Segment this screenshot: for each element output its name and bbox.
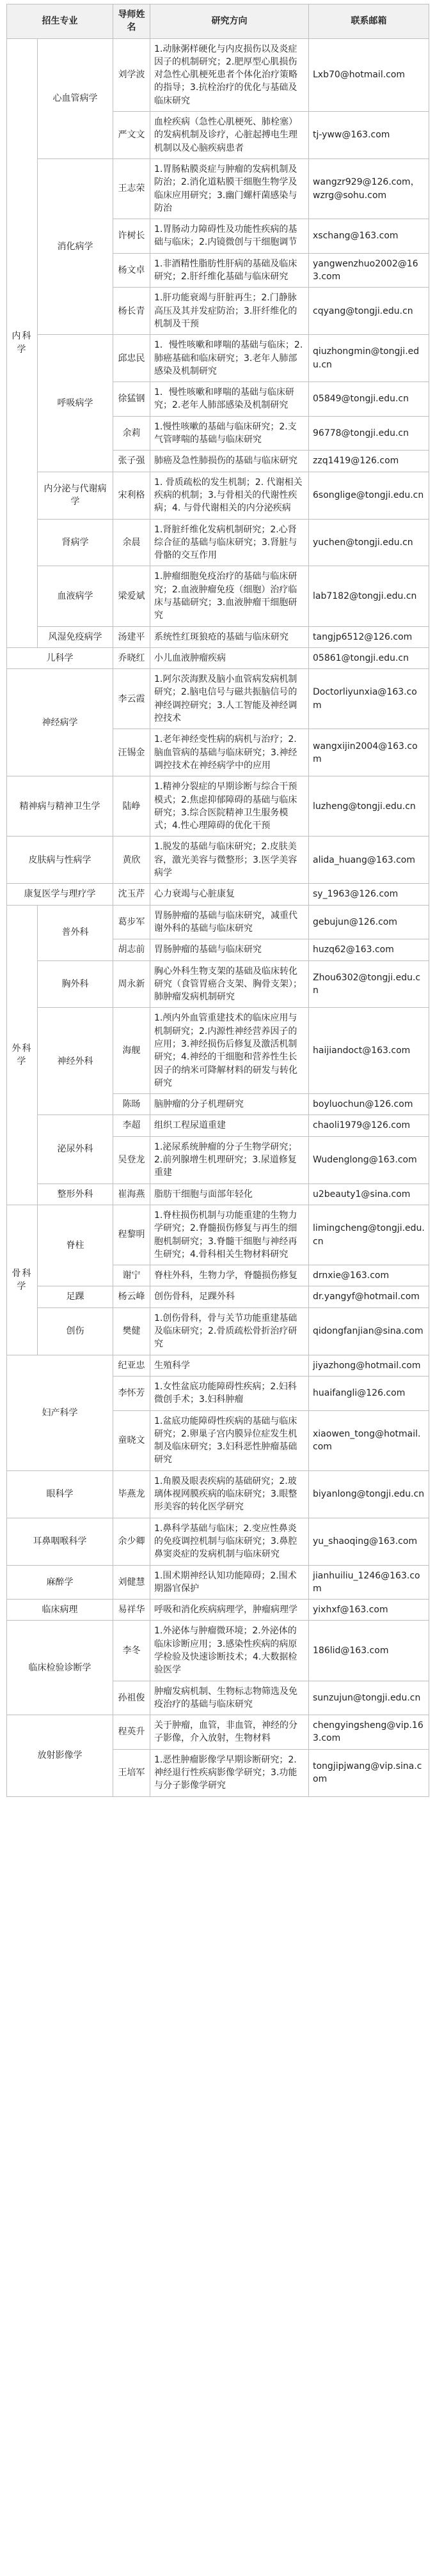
research-direction: 1.创伤骨科，骨与关节功能重建基础及临床研究；2.骨质疏松骨折治疗研究 [150, 1307, 309, 1355]
contact-email: limingcheng@tongji.edu.cn [309, 1205, 429, 1265]
table-row [7, 1518, 429, 1565]
tutor-name: 易祥华 [113, 1600, 150, 1621]
major-name: 精神病与精神卫生学 [7, 776, 113, 837]
contact-email: yuchen@tongji.edu.cn [309, 519, 429, 566]
table-row [7, 1205, 429, 1265]
tutor-name: 王培军 [113, 1749, 150, 1796]
research-direction: 1．慢性咳嗽和哮喘的基础与临床研究；2.老年人肺部感染及机制研究 [150, 382, 309, 417]
contact-email: zzq1419@126.com [309, 451, 429, 472]
research-direction: 1.阿尔茨海默及脑小血管病发病机制研究；2.脑电信号与磁共振脑信号的神经调控研究；3.人工智能及神经调控技术 [150, 669, 309, 729]
contact-email: xiaowen_tong@hotmail.com [309, 1410, 429, 1470]
contact-email: gebujun@126.com [309, 905, 429, 939]
table-row [7, 1184, 429, 1205]
research-direction: 1.恶性肿瘤影像学早期诊断研究；2.神经退行性疾病影像学研究；3.功能与分子影像学研究 [150, 1749, 309, 1796]
tutor-name: 宋利格 [113, 472, 150, 519]
major-name: 神经外科 [38, 1008, 113, 1115]
contact-email: 96778@tongji.edu.cn [309, 416, 429, 451]
research-direction: 组织工程尿道重建 [150, 1115, 309, 1136]
contact-email: boyluochun@126.com [309, 1094, 429, 1115]
table-row [7, 1008, 429, 1094]
research-direction: 1.围术期神经认知功能障碍；2.围术期器官保护 [150, 1565, 309, 1600]
tutor-name: 李冬 [113, 1621, 150, 1681]
contact-email: biyanlong@tongji.edu.cn [309, 1470, 429, 1518]
table-row [7, 1565, 429, 1600]
tutor-name: 程英升 [113, 1715, 150, 1750]
tutor-name: 谢宁 [113, 1265, 150, 1286]
tutor-name: 葛步军 [113, 905, 150, 939]
tutor-name: 余少卿 [113, 1518, 150, 1565]
research-direction: 生殖科学 [150, 1355, 309, 1376]
contact-email: huaifangli@126.com [309, 1376, 429, 1410]
tutor-name: 杨长青 [113, 288, 150, 335]
contact-email: chengyingsheng@vip.163.com [309, 1715, 429, 1750]
tutor-name: 乔晓红 [113, 647, 150, 668]
contact-email: wangzr929@126.com，wzrg@sohu.com [309, 158, 429, 219]
research-direction: 小儿血液肿瘤疾病 [150, 647, 309, 668]
table-row [7, 38, 429, 111]
major-name: 康复医学与理疗学 [7, 884, 113, 905]
contact-email: Zhou6302@tongji.edu.cn [309, 960, 429, 1008]
research-direction: 脊柱外科，生物力学，脊髓损伤修复 [150, 1265, 309, 1286]
research-direction: 肺癌及急性肺损伤的基础与临床研究 [150, 451, 309, 472]
tutor-name: 陈旸 [113, 1094, 150, 1115]
tutor-name: 刘学波 [113, 38, 150, 111]
table-row [7, 669, 429, 729]
contact-email: cqyang@tongji.edu.cn [309, 288, 429, 335]
research-direction: 1.脱发的基础与临床研究；2.皮肤美容，激光美容与微整形；3.医学美容病学 [150, 837, 309, 884]
contact-email: luzheng@tongji.edu.cn [309, 776, 429, 837]
group-label: 内科学 [7, 38, 38, 647]
research-direction: 1.鼻科学基础与临床；2.变应性鼻炎的免疫调控机制与临床研究；3.鼻腔鼻窦炎症的发病机制与临床研究 [150, 1518, 309, 1565]
table-row [7, 1600, 429, 1621]
tutor-name: 李怀芳 [113, 1376, 150, 1410]
group-label: 骨科学 [7, 1205, 38, 1355]
contact-email: wangxijin2004@163.com [309, 729, 429, 776]
table-row [7, 1307, 429, 1355]
major-name: 皮肤病与性病学 [7, 837, 113, 884]
tutor-name: 李超 [113, 1115, 150, 1136]
table-row [7, 1115, 429, 1136]
contact-email: yixhxf@163.com [309, 1600, 429, 1621]
major-name: 临床病理 [7, 1600, 113, 1621]
tutor-name: 周永新 [113, 960, 150, 1008]
contact-email: tj-yww@163.com [309, 112, 429, 159]
contact-email: yu_shaoqing@163.com [309, 1518, 429, 1565]
contact-email: haijiandoct@163.com [309, 1008, 429, 1094]
contact-email: sunzujun@tongji.edu.cn [309, 1681, 429, 1715]
table-row [7, 960, 429, 1008]
table-row [7, 335, 429, 382]
table-row [7, 1715, 429, 1750]
tutor-name: 张子强 [113, 451, 150, 472]
table-row [7, 1621, 429, 1681]
research-direction: 1.肝功能衰竭与肝脏再生；2.门静脉高压及其并发症防治；3.肝纤维化的机制及干预 [150, 288, 309, 335]
major-name: 风湿免疫病学 [38, 626, 113, 647]
contact-email: Wudenglong@163.com [309, 1136, 429, 1184]
contact-email: yangwenzhuo2002@163.com [309, 253, 429, 288]
tutor-name: 陆峥 [113, 776, 150, 837]
contact-email: drnxie@163.com [309, 1265, 429, 1286]
research-direction: 1.动脉粥样硬化与内皮损伤以及炎症因子的机制研究；2.肥厚型心肌损伤对急性心肌梗死患者个体化治疗策略的指导；3.抗栓治疗的优化与基础及临床研究 [150, 38, 309, 111]
research-direction: 1.胃肠粘膜炎症与肿瘤的发病机制及防治；2.消化道粘膜干细胞生物学及临床应用研究；3.幽门螺杆菌感染与防治 [150, 158, 309, 219]
table-body [7, 38, 429, 1796]
contact-email: 05849@tongji.edu.cn [309, 382, 429, 417]
tutor-name: 黄欣 [113, 837, 150, 884]
contact-email: xschang@163.com [309, 219, 429, 254]
tutor-name: 纪亚忠 [113, 1355, 150, 1376]
tutor-name: 胡志前 [113, 939, 150, 960]
tutor-name: 邱忠民 [113, 335, 150, 382]
major-name: 肾病学 [38, 519, 113, 566]
research-direction: 脂肪干细胞与面部年轻化 [150, 1184, 309, 1205]
tutor-name: 余晨 [113, 519, 150, 566]
major-name: 临床检验诊断学 [7, 1621, 113, 1715]
contact-email: Lxb70@hotmail.com [309, 38, 429, 111]
table-row [7, 566, 429, 626]
tutor-name: 毕燕龙 [113, 1470, 150, 1518]
contact-email: alida_huang@163.com [309, 837, 429, 884]
contact-email: jianhuiliu_1246@163.com [309, 1565, 429, 1600]
major-name: 心血管病学 [38, 38, 113, 158]
tutor-name: 梁爱斌 [113, 566, 150, 626]
major-name: 内分泌与代谢病学 [38, 472, 113, 519]
research-direction: 肿瘤发病机制、生物标志物筛选及免疫治疗的基础与临床研究 [150, 1681, 309, 1715]
table-row [7, 647, 429, 668]
tutor-name: 孙祖俊 [113, 1681, 150, 1715]
table-row [7, 776, 429, 837]
contact-email: 05861@tongji.edu.cn [309, 647, 429, 668]
research-direction: 血栓疾病（急性心肌梗死、肺栓塞）的发病机制及诊疗，心脏起搏电生理机制以及心脑疾病患者 [150, 112, 309, 159]
tutor-name: 李云霞 [113, 669, 150, 729]
major-name: 妇产科学 [7, 1355, 113, 1470]
header-direction: 研究方向 [150, 4, 309, 39]
major-name: 泌尿外科 [38, 1115, 113, 1184]
research-direction: 系统性红斑狼疮的基础与临床研究 [150, 626, 309, 647]
research-direction: 1.脊柱损伤机制与功能重建的生物力学研究；2.脊髓损伤修复与再生的细胞机制研究；3.脊髓干细胞与神经再生研究；4.骨科相关生物材料研究 [150, 1205, 309, 1265]
table-header-row [7, 4, 429, 39]
major-name: 普外科 [38, 905, 113, 960]
header-tutor: 导师姓名 [113, 4, 150, 39]
research-direction: 脑肿瘤的分子机理研究 [150, 1094, 309, 1115]
contact-email: 6songlige@tongji.edu.cn [309, 472, 429, 519]
major-name: 呼吸病学 [38, 335, 113, 472]
tutor-name: 许树长 [113, 219, 150, 254]
tutor-table [6, 4, 429, 1797]
tutor-name: 杨云峰 [113, 1286, 150, 1307]
tutor-name: 杨文卓 [113, 253, 150, 288]
research-direction: 1．慢性咳嗽和哮喘的基础与临床；2.肺癌基础和临床研究；3.老年人肺部感染及机制研究 [150, 335, 309, 382]
table-row [7, 519, 429, 566]
research-direction: 1.女性盆底功能障碍性疾病；2.妇科微创手术；3.妇科肿瘤 [150, 1376, 309, 1410]
tutor-name: 吴登龙 [113, 1136, 150, 1184]
table-row [7, 626, 429, 647]
research-direction: 心力衰竭与心脏康复 [150, 884, 309, 905]
contact-email: 186lid@163.com [309, 1621, 429, 1681]
research-direction: 1.慢性咳嗽的基础与临床研究；2.支气管哮喘的基础与临床研究 [150, 416, 309, 451]
contact-email: qidongfanjian@sina.com [309, 1307, 429, 1355]
research-direction: 1.外泌体与肿瘤微环境；2.外泌体的临床诊断应用；3.感染性疾病的病原学检验及快速诊断技术；4.大数据检验医学 [150, 1621, 309, 1681]
major-name: 眼科学 [7, 1470, 113, 1518]
research-direction: 胃肠肿瘤的基础与临床研究，减重代谢外科的基础与临床研究 [150, 905, 309, 939]
research-direction: 1.肾脏纤维化发病机制研究；2.心肾综合征的基础与临床研究；3.肾脏与骨骼的交互作用 [150, 519, 309, 566]
table-row [7, 837, 429, 884]
contact-email: Doctorliyunxia@163.com [309, 669, 429, 729]
tutor-name: 余莉 [113, 416, 150, 451]
major-name: 血液病学 [38, 566, 113, 626]
research-direction: 1.角膜及眼表疾病的基础研究；2.玻璃体视网膜疾病的临床研究；3.眼整形美容的转化医学研究 [150, 1470, 309, 1518]
research-direction: 创伤骨科，足踝外科 [150, 1286, 309, 1307]
major-name: 神经病学 [7, 669, 113, 776]
research-direction: 胸心外科生物支架的基础及临床转化研究（食管胃癌合支架、胸骨支架）；肺肿瘤发病机制研究 [150, 960, 309, 1008]
contact-email: qiuzhongmin@tongji.edu.cn [309, 335, 429, 382]
major-name: 儿科学 [7, 647, 113, 668]
contact-email: huzq62@163.com [309, 939, 429, 960]
research-direction: 1.盆底功能障碍性疾病的基础与临床研究；2.卵巢子宫内膜异位症发生机制及临床研究；3.妇科恶性肿瘤基础研究 [150, 1410, 309, 1470]
major-name: 整形外科 [38, 1184, 113, 1205]
tutor-name: 沈玉芹 [113, 884, 150, 905]
tutor-name: 樊健 [113, 1307, 150, 1355]
research-direction: 1.泌尿系统肿瘤的分子生物学研究；2.前列腺增生机理研究；3.尿道修复重建 [150, 1136, 309, 1184]
contact-email: lab7182@tongji.edu.cn [309, 566, 429, 626]
research-direction: 胃肠肿瘤的基础与临床研究 [150, 939, 309, 960]
table-row [7, 472, 429, 519]
major-name: 足踝 [38, 1286, 113, 1307]
major-name: 耳鼻咽喉科学 [7, 1518, 113, 1565]
tutor-name: 程黎明 [113, 1205, 150, 1265]
contact-email: dr.yangyf@hotmail.com [309, 1286, 429, 1307]
research-direction: 1.胃肠动力障碍性及功能性疾病的基础与临床；2.内镜微创与干细胞调节 [150, 219, 309, 254]
table-row [7, 905, 429, 939]
research-direction: 1.老年神经变性病的病机与治疗；2.脑血管病的基础与临床研究；3.神经调控技术在神经病学中的应用 [150, 729, 309, 776]
table-row [7, 1286, 429, 1307]
research-direction: 1.非酒精性脂肪性肝病的基础及临床研究；2.肝纤维化基础与临床研究 [150, 253, 309, 288]
contact-email: u2beauty1@sina.com [309, 1184, 429, 1205]
research-direction: 1. 骨质疏松的发生机制；2. 代谢相关疾病的机制；3.与骨相关的代谢性疾病；4. 与骨代谢相关的内分泌疾病 [150, 472, 309, 519]
table-row [7, 1470, 429, 1518]
research-direction: 1.肿瘤细胞免疫治疗的基础与临床研究；2.血液肿瘤免疫（细胞）治疗临床与基础研究；3.血液肿瘤干细胞研究 [150, 566, 309, 626]
tutor-name: 童晓文 [113, 1410, 150, 1470]
major-name: 麻醉学 [7, 1565, 113, 1600]
major-name: 脊柱 [38, 1205, 113, 1286]
header-email: 联系邮箱 [309, 4, 429, 39]
tutor-name: 崔海燕 [113, 1184, 150, 1205]
research-direction: 1.精神分裂症的早期诊断与综合干预模式；2.焦虑抑郁障碍的基础与临床研究；3.综合医院精神卫生服务模式；4.性心理障碍的优化干预 [150, 776, 309, 837]
research-direction: 呼吸和消化疾病病理学，肿瘤病理学 [150, 1600, 309, 1621]
contact-email: chaoli1979@126.com [309, 1115, 429, 1136]
header-major: 招生专业 [7, 4, 113, 39]
major-name: 创伤 [38, 1307, 113, 1355]
tutor-name: 汪锡金 [113, 729, 150, 776]
tutor-name: 刘健慧 [113, 1565, 150, 1600]
tutor-name: 王志荣 [113, 158, 150, 219]
contact-email: sy_1963@126.com [309, 884, 429, 905]
group-label: 外科学 [7, 905, 38, 1205]
tutor-name: 汤建平 [113, 626, 150, 647]
tutor-name: 严文文 [113, 112, 150, 159]
research-direction: 1.颅内外血管重建技术的临床应用与机制研究；2.内源性神经营养因子的应用；3.神经损伤后修复及激活机制研究；4.神经的干细胞和营养性生长因子的纳米可降解材料的研发与转化研究 [150, 1008, 309, 1094]
table-row [7, 884, 429, 905]
page-container [6, 4, 429, 1797]
table-row [7, 158, 429, 219]
research-direction: 关于肿瘤，血管，非血管，神经的分子影像，介入放射，生物材料 [150, 1715, 309, 1750]
contact-email: tongjipjwang@vip.sina.com [309, 1749, 429, 1796]
tutor-name: 徐猛钢 [113, 382, 150, 417]
contact-email: tangjp6512@126.com [309, 626, 429, 647]
contact-email: jiyazhong@hotmail.com [309, 1355, 429, 1376]
major-name: 胸外科 [38, 960, 113, 1008]
tutor-name: 海舰 [113, 1008, 150, 1094]
major-name: 放射影像学 [7, 1715, 113, 1796]
major-name: 消化病学 [38, 158, 113, 334]
table-row [7, 1355, 429, 1376]
